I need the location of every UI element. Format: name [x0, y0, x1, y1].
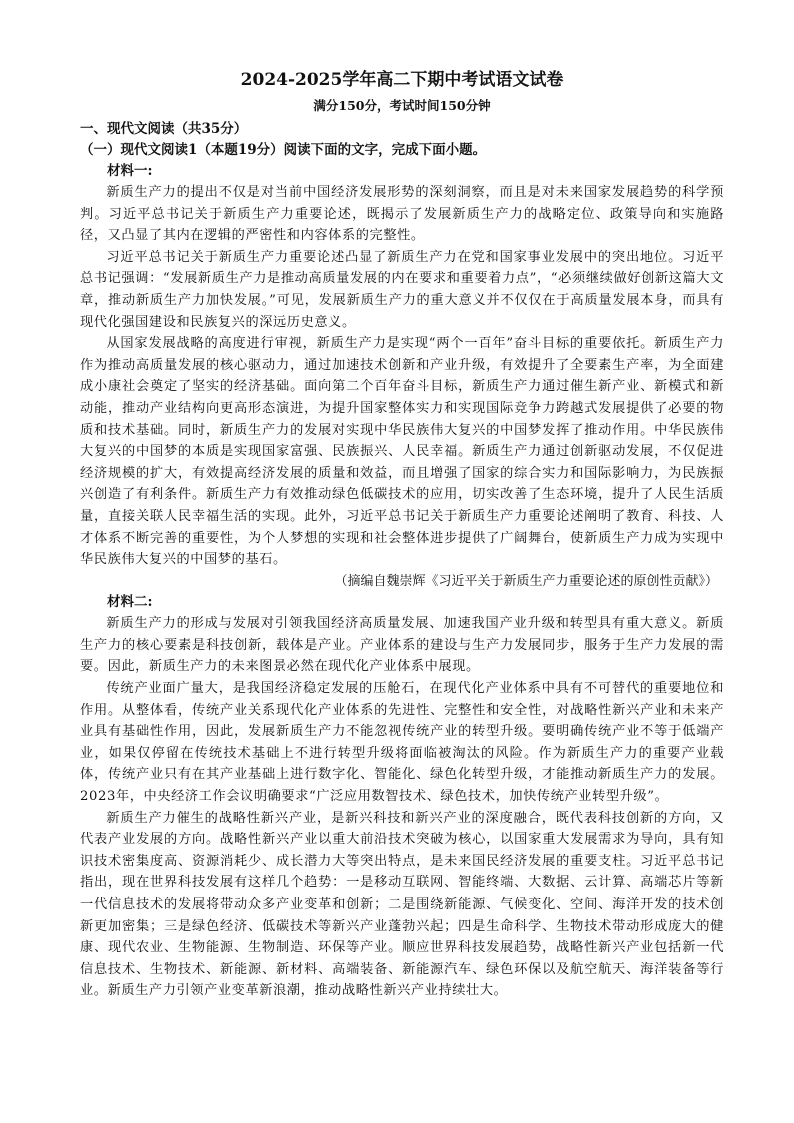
- material2-label: 材料二:: [107, 594, 153, 611]
- material1-paragraph: 习近平总书记关于新质生产力重要论述凸显了新质生产力在党和国家事业发展中的突出地位。习近平总书记强调：“发展新质生产力是推动高质量发展的内在要求和重要着力点”，“必须继续做好创新这篇大文章，推动新质生产力加快发展。”可见，发展新质生产力的重大意义并不仅仅在于高质量发展本身，而具有现代化强国建设和民族复兴的深远历史意义。: [80, 249, 724, 330]
- material1-paragraph: 新质生产力的提出不仅是对当前中国经济发展形势的深刻洞察，而且是对未来国家发展趋势的科学预判。习近平总书记关于新质生产力重要论述，既揭示了发展新质生产力的战略定位、政策导向和实施路径，又凸显了其内在逻辑的严密性和内容体系的完整性。: [80, 185, 724, 244]
- material1-source: （摘编自魏崇辉《习近平关于新质生产力重要论述的原创性贡献》）: [334, 573, 718, 589]
- exam-subtitle: 满分150分，考试时间150分钟: [313, 98, 491, 113]
- material2-paragraph: 新质生产力催生的战略性新兴产业，是新兴科技和新兴产业的深度融合，既代表科技创新的方向，又代表产业发展的方向。战略性新兴产业以重大前沿技术突破为核心，以国家重大发展需求为导向，具有知识技术密集度高、资源消耗少、成长潜力大等突出特点，是未来国民经济发展的重要支柱。习近平总书记指出，现在世界科技发展有这样几个趋势：一是移动互联网、智能终端、大数据、云计算、高端芯片等新一代信息技术的发展将带动众多产业变革和创新；二是围绕新能源、气候变化、空间、海洋开发的技术创新更加密集；三是绿色经济、低碳技术等新兴产业蓬勃兴起；四是生命科学、生物技术带动形成庞大的健康、现代农业、生物能源、生物制造、环保等产业。顺应世界科技发展趋势，战略性新兴产业包括新一代信息技术、生物技术、新能源、新材料、高端装备、新能源汽车、绿色环保以及航空航天、海洋装备等行业。新质生产力引领产业变革新浪潮，推动战略性新兴产业持续壮大。: [80, 810, 724, 999]
- material1-label: 材料一:: [107, 163, 153, 179]
- exam-title: 2024-2025学年高二下期中考试语文试卷: [240, 70, 564, 90]
- section-heading: 一、现代文阅读（共35分）: [80, 121, 248, 137]
- subsection-heading: （一）现代文阅读1（本题19分）阅读下面的文字，完成下面小题。: [80, 142, 487, 158]
- material2-paragraph: 传统产业面广量大，是我国经济稳定发展的压舱石，在现代化产业体系中具有不可替代的重要地位和作用。从整体看，传统产业关系现代化产业体系的先进性、完整性和安全性，对战略性新兴产业和未来产业具有基础性作用，因此，发展新质生产力不能忽视传统产业的转型升级。要明确传统产业不等于低端产业，如果仅停留在传统技术基础上不进行转型升级将面临被淘汰的风险。作为新质生产力的重要产业载体，传统产业只有在其产业基础上进行数字化、智能化、绿色化转型升级，才能推动新质生产力的发展。2023年，中央经济工作会议明确要求“广泛应用数智技术、绿色技术，加快传统产业转型升级”。: [80, 681, 724, 805]
- material2-paragraph: 新质生产力的形成与发展对引领我国经济高质量发展、加速我国产业升级和转型具有重大意义。新质生产力的核心要素是科技创新，载体是产业。产业体系的建设与生产力发展同步，服务于生产力发展的需要。因此，新质生产力的未来图景必然在现代化产业体系中展现。: [80, 616, 724, 675]
- material1-paragraph: 从国家发展战略的高度进行审视，新质生产力是实现“两个一百年”奋斗目标的重要依托。新质生产力作为推动高质量发展的核心驱动力，通过加速技术创新和产业升级，有效提升了全要素生产率，为全面建成小康社会奠定了坚实的经济基础。面向第二个百年奋斗目标，新质生产力通过催生新产业、新模式和新动能，推动产业结构向更高形态演进，为提升国家整体实力和实现国际竞争力跨越式发展提供了必要的物质和技术基础。同时，新质生产力的发展对实现中华民族伟大复兴的中国梦发挥了推动作用。中华民族伟大复兴的中国梦的本质是实现国家富强、民族振兴、人民幸福。新质生产力通过创新驱动发展，不仅促进经济规模的扩大，有效提高经济发展的质量和效益，而且增强了国家的综合实力和国际影响力，为民族振兴创造了有利条件。新质生产力有效推动绿色低碳技术的应用，切实改善了生态环境，提升了人民生活质量，直接关联人民幸福生活的实现。此外，习近平总书记关于新质生产力重要论述阐明了教育、科技、人才体系不断完善的重要性，为个人梦想的实现和社会整体进步提供了广阔舞台，使新质生产力成为实现中华民族伟大复兴的中国梦的基石。: [80, 336, 724, 568]
